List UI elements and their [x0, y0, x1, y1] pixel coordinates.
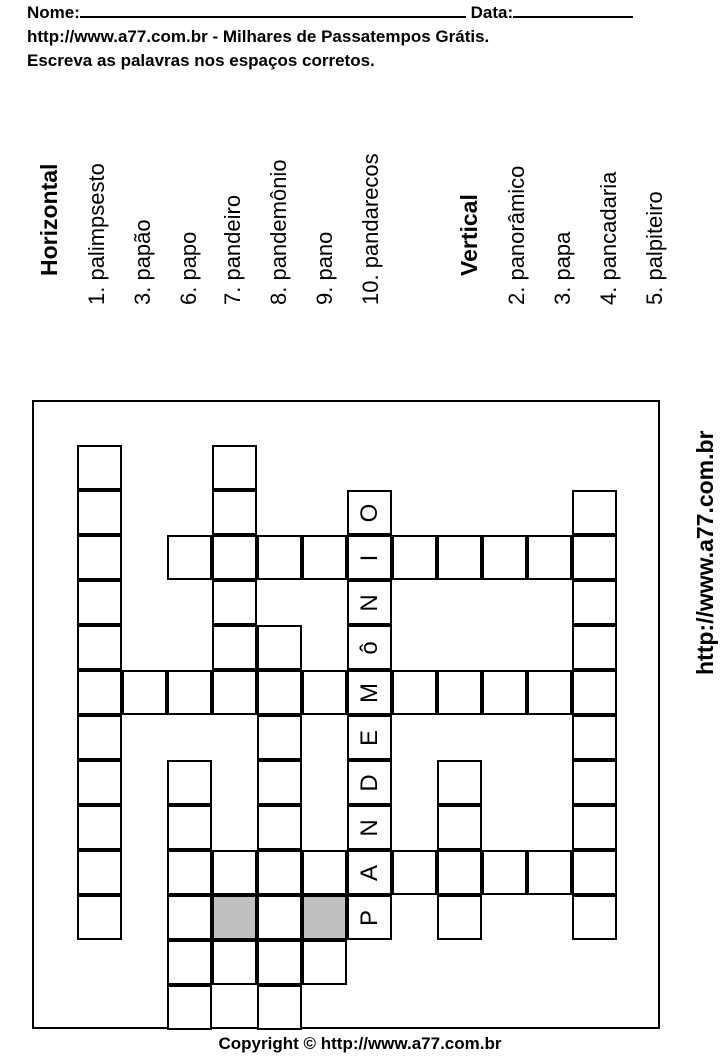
- grid-cell[interactable]: [77, 895, 122, 940]
- grid-cell[interactable]: [572, 895, 617, 940]
- grid-cell[interactable]: [77, 805, 122, 850]
- instruction-line: Escreva as palavras nos espaços corretos.: [27, 51, 375, 70]
- horizontal-clue: 3. papão: [130, 219, 155, 305]
- grid-cell[interactable]: [302, 850, 347, 895]
- grid-cell[interactable]: [572, 760, 617, 805]
- horizontal-title: Horizontal: [36, 163, 62, 276]
- cell-letter: D: [355, 773, 383, 792]
- grid-cell[interactable]: [437, 670, 482, 715]
- grid-cell[interactable]: [482, 670, 527, 715]
- grid-cell[interactable]: [482, 535, 527, 580]
- grid-cell[interactable]: [392, 670, 437, 715]
- grid-cell[interactable]: [347, 490, 392, 535]
- grid-cell[interactable]: [437, 805, 482, 850]
- grid-cell[interactable]: [572, 715, 617, 760]
- grid-cell[interactable]: [77, 850, 122, 895]
- grid-cell[interactable]: [347, 805, 392, 850]
- grid-cell[interactable]: [437, 850, 482, 895]
- grid-cell[interactable]: [437, 895, 482, 940]
- grid-cell[interactable]: [302, 535, 347, 580]
- grid-cell[interactable]: [212, 535, 257, 580]
- grid-cell[interactable]: [77, 490, 122, 535]
- grid-cell[interactable]: [437, 535, 482, 580]
- grid-cell[interactable]: [167, 985, 212, 1030]
- grid-cell[interactable]: [257, 535, 302, 580]
- horizontal-clue: 10. pandarecos: [358, 153, 383, 305]
- grid-cell[interactable]: [527, 535, 572, 580]
- grid-cell[interactable]: [122, 670, 167, 715]
- footer-copyright: Copyright © http://www.a77.com.br: [218, 1034, 502, 1053]
- grid-cell[interactable]: [167, 535, 212, 580]
- grid-cell[interactable]: [212, 850, 257, 895]
- grid-cell[interactable]: [302, 670, 347, 715]
- grid-cell[interactable]: [482, 850, 527, 895]
- cell-letter: ô: [355, 640, 383, 655]
- grid-cell[interactable]: [212, 490, 257, 535]
- grid-cell[interactable]: [347, 625, 392, 670]
- grid-cell[interactable]: [77, 715, 122, 760]
- grid-cell[interactable]: [257, 670, 302, 715]
- grid-cell[interactable]: [572, 580, 617, 625]
- horizontal-clue: 1. palimpsesto: [84, 163, 109, 305]
- grid-cell[interactable]: [257, 850, 302, 895]
- grid-cell[interactable]: [167, 805, 212, 850]
- cell-letter: N: [355, 593, 383, 612]
- vertical-clue: 2. panorâmico: [504, 165, 529, 305]
- grid-cell[interactable]: [257, 985, 302, 1030]
- grid-cell[interactable]: [77, 670, 122, 715]
- cell-letter: I: [355, 554, 383, 561]
- grid-cell[interactable]: [347, 895, 392, 940]
- vertical-title: Vertical: [456, 194, 482, 276]
- grid-cell[interactable]: [257, 625, 302, 670]
- side-url: http://www.a77.com.br: [692, 430, 718, 675]
- grid-cell[interactable]: [347, 715, 392, 760]
- vertical-clue: 5. palpiteiro: [642, 191, 667, 305]
- grid-cell[interactable]: [212, 670, 257, 715]
- grid-cell[interactable]: [302, 895, 347, 940]
- grid-cell[interactable]: [77, 625, 122, 670]
- grid-cell[interactable]: [527, 670, 572, 715]
- grid-cell[interactable]: [257, 715, 302, 760]
- grid-cell[interactable]: [212, 895, 257, 940]
- vertical-clue: 4. pancadaria: [596, 171, 621, 305]
- grid-cell[interactable]: [572, 670, 617, 715]
- grid-cell[interactable]: [572, 850, 617, 895]
- cell-letter: O: [355, 503, 383, 522]
- grid-cell[interactable]: [257, 940, 302, 985]
- grid-cell[interactable]: [167, 670, 212, 715]
- grid-cell[interactable]: [167, 760, 212, 805]
- grid-cell[interactable]: [302, 940, 347, 985]
- grid-cell[interactable]: [437, 760, 482, 805]
- vertical-clue: 3. papa: [550, 231, 575, 305]
- grid-cell[interactable]: [212, 940, 257, 985]
- grid-cell[interactable]: [257, 760, 302, 805]
- grid-cell[interactable]: [167, 895, 212, 940]
- cell-letter: N: [355, 818, 383, 837]
- grid-cell[interactable]: [212, 625, 257, 670]
- grid-cell[interactable]: [77, 580, 122, 625]
- cell-letter: A: [355, 864, 383, 881]
- name-label: Nome:: [27, 3, 80, 22]
- grid-cell[interactable]: [572, 805, 617, 850]
- grid-cell[interactable]: [77, 445, 122, 490]
- grid-cell[interactable]: [77, 535, 122, 580]
- site-line: http://www.a77.com.br - Milhares de Passatempos Grátis.: [27, 27, 490, 46]
- grid-cell[interactable]: [257, 895, 302, 940]
- date-label: Data:: [470, 3, 514, 22]
- cell-letter: P: [355, 909, 383, 926]
- grid-cell[interactable]: [347, 760, 392, 805]
- grid-cell[interactable]: [572, 490, 617, 535]
- grid-cell[interactable]: [257, 805, 302, 850]
- grid-cell[interactable]: [527, 850, 572, 895]
- grid-cell[interactable]: [77, 760, 122, 805]
- horizontal-clue: 7. pandeiro: [220, 194, 245, 305]
- horizontal-clue: 9. pano: [312, 231, 337, 305]
- grid-cell[interactable]: [167, 850, 212, 895]
- grid-cell[interactable]: [347, 580, 392, 625]
- grid-cell[interactable]: [347, 670, 392, 715]
- grid-cell[interactable]: [392, 535, 437, 580]
- horizontal-clue: 6. papo: [176, 231, 201, 305]
- grid-cell[interactable]: [212, 445, 257, 490]
- horizontal-clue: 8. pandemônio: [266, 159, 291, 305]
- cell-letter: E: [355, 729, 383, 746]
- cell-letter: M: [355, 682, 383, 703]
- grid-cell[interactable]: [212, 580, 257, 625]
- grid-cell[interactable]: [572, 535, 617, 580]
- grid-cell[interactable]: [347, 535, 392, 580]
- grid-cell[interactable]: [167, 940, 212, 985]
- grid-cell[interactable]: [392, 850, 437, 895]
- grid-cell[interactable]: [572, 625, 617, 670]
- grid-cell[interactable]: [347, 850, 392, 895]
